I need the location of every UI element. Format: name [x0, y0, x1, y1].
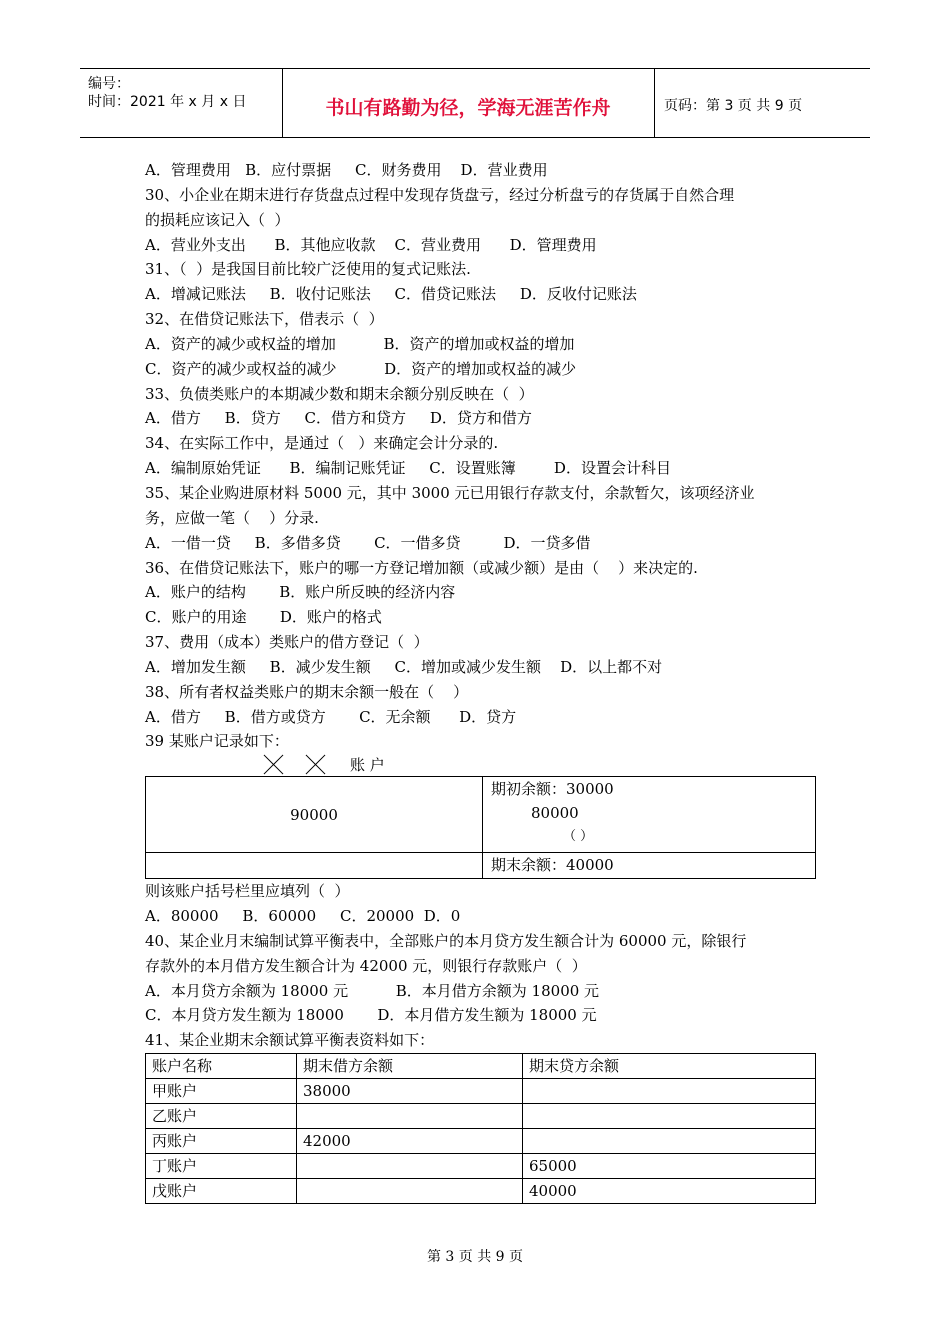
- text-line: 31、（ ）是我国目前比较广泛使用的复式记账法.: [145, 260, 471, 279]
- cross-mark-icon: [305, 754, 327, 776]
- text-line: 32、在借贷记账法下，借表示（ ）: [145, 310, 384, 329]
- closing-balance: 期末余额：40000: [491, 856, 614, 875]
- text-line: 35、某企业购进原材料 5000 元，其中 3000 元已用银行存款支付，余款暂欠，该项经济业: [145, 483, 755, 502]
- text-line: 则该账户括号栏里应填列（ ）: [145, 882, 350, 901]
- table-cell: [297, 1104, 523, 1129]
- text-line: A．管理费用 B．应付票据 C．财务费用 D．营业费用: [145, 161, 548, 179]
- text-line: 41、某企业期末余额试算平衡表资料如下：: [145, 1031, 435, 1050]
- text-line: 39 某账户记录如下：: [145, 732, 289, 751]
- text-line: 的损耗应该记入（ ）: [145, 210, 290, 229]
- text-line: C．本月贷方发生额为 18000 D．本月借方发生额为 18000 元: [145, 1006, 597, 1025]
- table-cell: 65000: [523, 1154, 816, 1179]
- header-motto-cell: [282, 69, 655, 137]
- text-line: 30、小企业在期末进行存货盘点过程中发现存货盘亏，经过分析盘亏的存货属于自然合理: [145, 185, 735, 204]
- text-line: A．借方 B．借方或贷方 C．无余额 D．贷方: [145, 707, 517, 726]
- page-header: [80, 68, 870, 138]
- table-cell: 丙账户: [146, 1129, 297, 1154]
- column-header: 账户名称: [146, 1054, 297, 1079]
- number-label: 编号：: [88, 76, 130, 92]
- table-row: [146, 1079, 816, 1104]
- text-line: 34、在实际工作中，是通过（ ）来确定会计分录的.: [145, 434, 499, 453]
- text-line: A．借方 B．贷方 C．借方和贷方 D．贷方和借方: [145, 409, 532, 428]
- text-line: 33、负债类账户的本期减少数和期末余额分别反映在（ ）: [145, 384, 534, 403]
- table-cell: 戊账户: [146, 1179, 297, 1204]
- page-footer: 第 3 页 共 9 页: [426, 1249, 524, 1265]
- table-row: [146, 1104, 816, 1129]
- opening-balance: 期初余额：30000: [491, 780, 614, 799]
- table-cell: [297, 1154, 523, 1179]
- time-label: 时间：2021 年 x 月 x 日: [88, 94, 247, 110]
- blank-bracket: （ ）: [563, 829, 594, 845]
- table-cell: 甲账户: [146, 1079, 297, 1104]
- page-number: 页码：第 3 页 共 9 页: [664, 98, 803, 114]
- text-line: A．账户的结构 B．账户所反映的经济内容: [145, 583, 456, 602]
- cross-mark-icon: [263, 754, 285, 776]
- text-line: C．资产的减少或权益的减少 D．资产的增加或权益的减少: [145, 359, 577, 378]
- header-page-cell: [654, 69, 870, 137]
- header-meta: [80, 69, 283, 137]
- table-cell: [523, 1079, 816, 1104]
- table-cell: 乙账户: [146, 1104, 297, 1129]
- table-cell: [297, 1179, 523, 1204]
- column-header: 期末借方余额: [297, 1054, 523, 1079]
- table-cell: 38000: [297, 1079, 523, 1104]
- account-label: 账 户: [350, 756, 385, 775]
- text-line: A．增加发生额 B．减少发生额 C．增加或减少发生额 D．以上都不对: [145, 657, 663, 676]
- table-cell: [523, 1129, 816, 1154]
- text-line: 存款外的本月借方发生额合计为 42000 元，则银行存款账户（ ）: [145, 956, 587, 975]
- text-line: A．编制原始凭证 B．编制记账凭证 C．设置账簿 D．设置会计科目: [145, 459, 671, 478]
- credit-side: [483, 777, 816, 853]
- table-row: [146, 1154, 816, 1179]
- text-line: 38、所有者权益类账户的期末余额一般在（ ）: [145, 682, 469, 701]
- credit-amount: 80000: [531, 804, 579, 823]
- account-title: [145, 754, 825, 776]
- table-header-row: [146, 1054, 816, 1079]
- text-line: A．增减记账法 B．收付记账法 C．借贷记账法 D．反收付记账法: [145, 285, 637, 304]
- text-line: 37、费用（成本）类账户的借方登记（ ）: [145, 633, 429, 652]
- column-header: 期末贷方余额: [523, 1054, 816, 1079]
- table-cell: 42000: [297, 1129, 523, 1154]
- text-line: 36、在借贷记账法下，账户的哪一方登记增加额（或减少额）是由（ ）来决定的.: [145, 558, 698, 577]
- debit-closing: [146, 853, 483, 879]
- text-line: A．资产的减少或权益的增加 B．资产的增加或权益的增加: [145, 334, 575, 353]
- text-line: A．80000 B．60000 C．20000 D．0: [145, 907, 461, 926]
- t-account-table: [145, 776, 816, 879]
- motto: 书山有路勤为径，学海无涯苦作舟: [325, 97, 611, 119]
- text-line: A．营业外支出 B．其他应收款 C．营业费用 D．管理费用: [145, 235, 597, 254]
- table-cell: 40000: [523, 1179, 816, 1204]
- text-line: 务，应做一笔（ ）分录.: [145, 508, 319, 527]
- debit-amount: 90000: [290, 806, 338, 825]
- document-body: [145, 158, 825, 1204]
- text-line: A．一借一贷 B．多借多贷 C．一借多贷 D．一贷多借: [145, 533, 591, 552]
- table-cell: [523, 1104, 816, 1129]
- trial-balance-table: [145, 1053, 816, 1204]
- table-row: [146, 1179, 816, 1204]
- debit-side: [146, 777, 483, 853]
- table-row: [146, 1129, 816, 1154]
- text-line: A．本月贷方余额为 18000 元 B．本月借方余额为 18000 元: [145, 981, 600, 1000]
- text-line: 40、某企业月末编制试算平衡表中，全部账户的本月贷方发生额合计为 60000 元，除银行: [145, 931, 747, 950]
- table-cell: 丁账户: [146, 1154, 297, 1179]
- credit-closing: [483, 853, 816, 879]
- text-line: C．账户的用途 D．账户的格式: [145, 608, 382, 627]
